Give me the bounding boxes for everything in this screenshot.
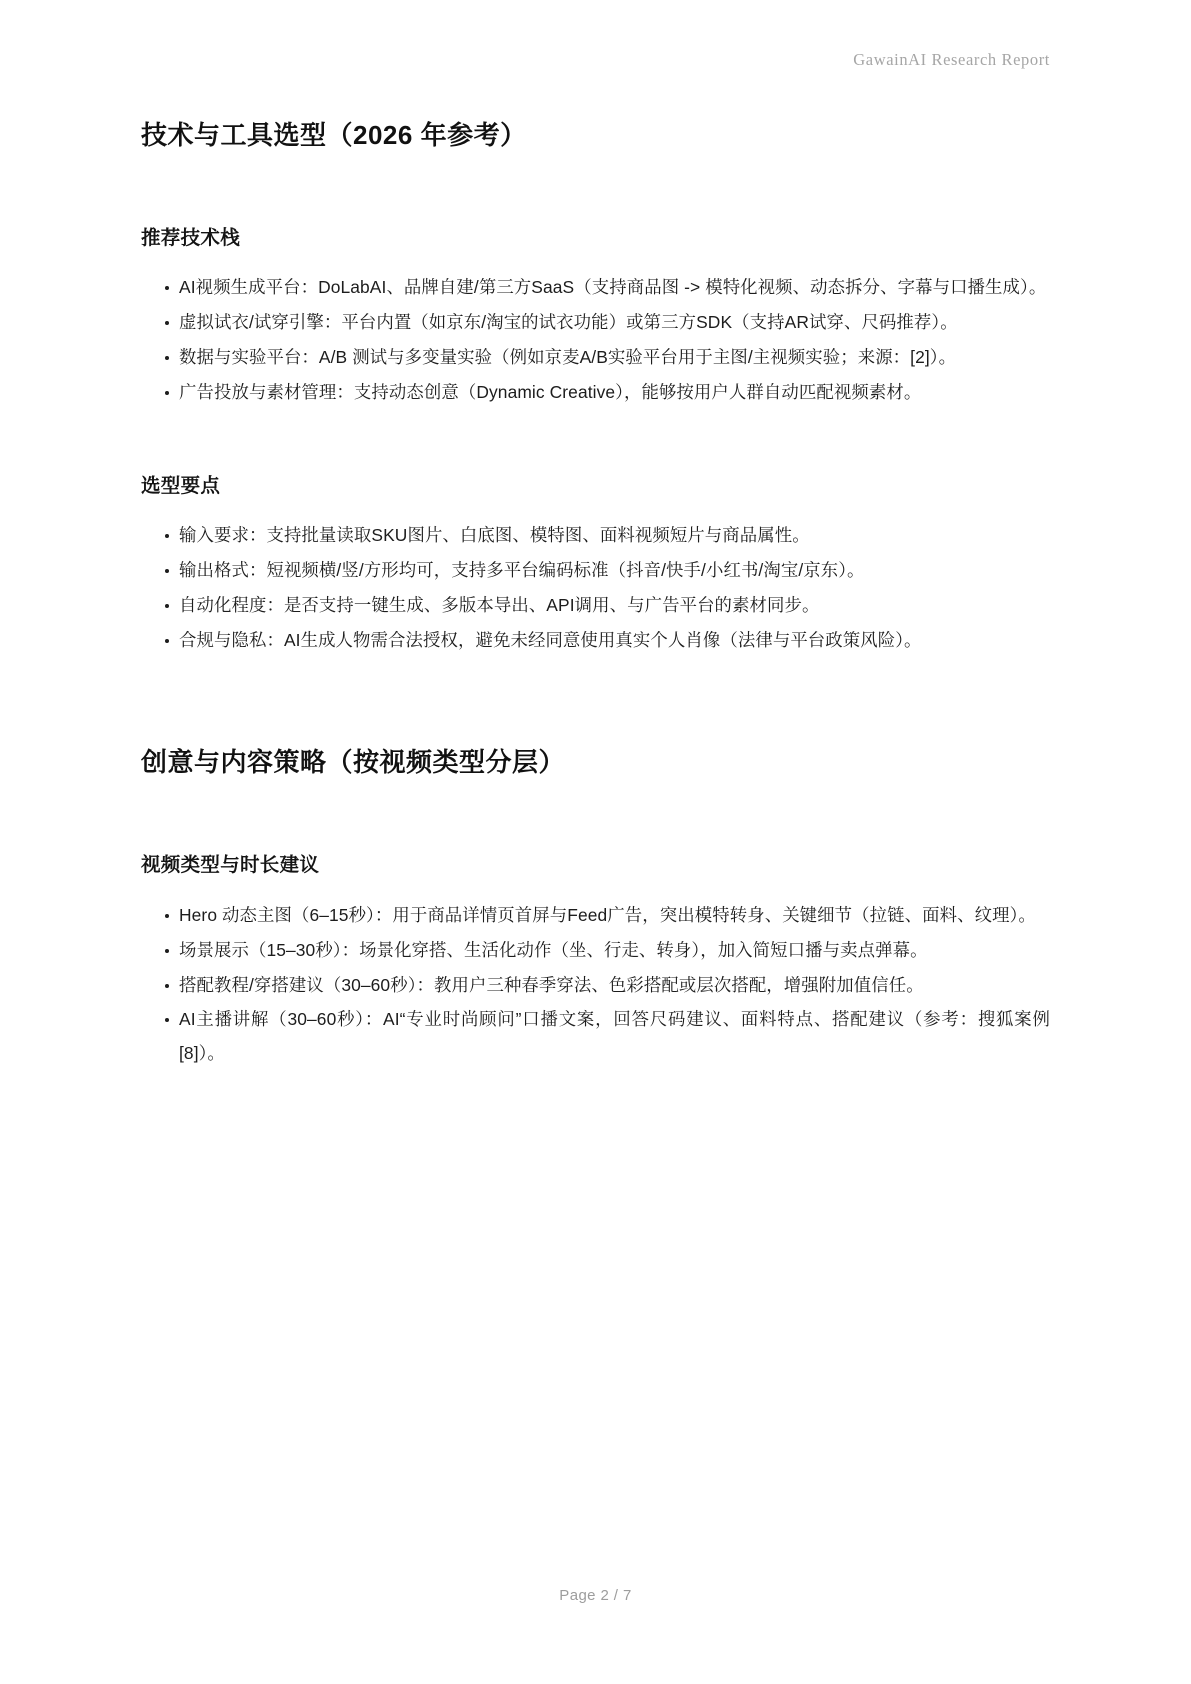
list-item: 自动化程度：是否支持一键生成、多版本导出、API调用、与广告平台的素材同步。 (165, 589, 1050, 623)
list-item: 场景展示（15–30秒）：场景化穿搭、生活化动作（坐、行走、转身），加入简短口播与卖点弹幕。 (165, 934, 1050, 968)
list-item: 广告投放与素材管理：支持动态创意（Dynamic Creative），能够按用户人群自动匹配视频素材。 (165, 376, 1050, 410)
list-item: Hero 动态主图（6–15秒）：用于商品详情页首屏与Feed广告，突出模特转身、关键细节（拉链、面料、纹理）。 (165, 899, 1050, 933)
spacer (141, 411, 1050, 473)
subsection-title-recommended-stack: 推荐技术栈 (141, 227, 241, 250)
list-item: 合规与隐私：AI生成人物需合法授权，避免未经同意使用真实个人肖像（法律与平台政策风险）。 (165, 624, 1050, 658)
page-footer: Page 2 / 7 (559, 1587, 632, 1604)
bullet-list-video-types (141, 899, 1050, 1072)
spacer (141, 659, 1050, 745)
list-item: 输出格式：短视频横/竖/方形均可，支持多平台编码标准（抖音/快手/小红书/淘宝/京东）。 (165, 554, 1050, 588)
document-body (141, 118, 1050, 1072)
list-item: AI视频生成平台：DoLabAI、品牌自建/第三方SaaS（支持商品图 -> 模特化视频、动态拆分、字幕与口播生成）。 (165, 271, 1050, 305)
spacer (141, 780, 1050, 852)
list-item: 搭配教程/穿搭建议（30–60秒）：教用户三种春季穿法、色彩搭配或层次搭配，增强附加值信任。 (165, 969, 1050, 1003)
list-item: 虚拟试衣/试穿引擎：平台内置（如京东/淘宝的试衣功能）或第三方SDK（支持AR试穿、尺码推荐）。 (165, 306, 1050, 340)
running-header: GawainAI Research Report (853, 50, 1050, 69)
spacer (141, 153, 1050, 225)
list-item: 输入要求：支持批量读取SKU图片、白底图、模特图、面料视频短片与商品属性。 (165, 519, 1050, 553)
section-title-technology-selection: 技术与工具选型（2026 年参考） (141, 120, 527, 150)
list-item: 数据与实验平台：A/B 测试与多变量实验（例如京麦A/B实验平台用于主图/主视频实验；来源：[2]）。 (165, 341, 1050, 375)
subsection-title-video-types: 视频类型与时长建议 (141, 854, 320, 877)
section-title-creative-strategy: 创意与内容策略（按视频类型分层） (141, 747, 566, 778)
bullet-list-selection-points (141, 519, 1050, 658)
subsection-title-selection-points: 选型要点 (141, 475, 221, 498)
bullet-list-recommended-stack (141, 271, 1050, 410)
list-item: AI主播讲解（30–60秒）：AI“专业时尚顾问”口播文案，回答尺码建议、面料特点、搭配建议（参考：搜狐案例[8]）。 (165, 1003, 1050, 1071)
